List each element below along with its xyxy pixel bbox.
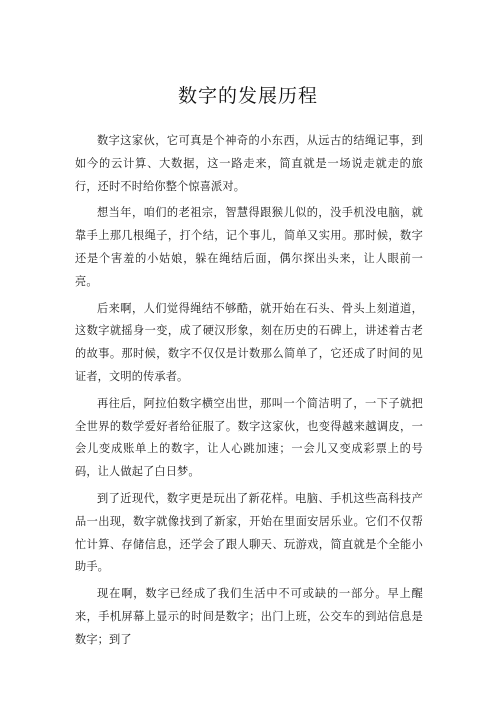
document-body — [75, 130, 423, 652]
paragraph-2: 想当年，咱们的老祖宗，智慧得跟猴儿似的，没手机没电脑，就靠手上那几根绳子，打个结，记个事儿，简单又实用。那时候，数字还是个害羞的小姑娘，躲在绳结后面，偶尔探出头来，让人眼前一亮。 — [75, 206, 423, 288]
paragraph-3: 后来啊，人们觉得绳结不够酷，就开始在石头、骨头上刻道道，这数字就摇身一变，成了硬汉形象，刻在历史的石碑上，讲述着古老的故事。那时候，数字不仅仅是计数那么简单了，它还成了时间的见证者，文明的传承者。 — [75, 301, 423, 383]
paragraph-5: 到了近现代，数字更是玩出了新花样。电脑、手机这些高科技产品一出现，数字就像找到了新家，开始在里面安居乐业。它们不仅帮忙计算、存储信息，还学会了跟人聊天、玩游戏，简直就是个全能小助手。 — [75, 491, 423, 574]
paragraph-4: 再往后，阿拉伯数字横空出世，那叫一个简洁明了，一下子就把全世界的数学爱好者给征服了。数字这家伙，也变得越来越调皮，一会儿变成账单上的数字，让人心跳加速；一会儿又变成彩票上的号码，让人做起了白日梦。 — [75, 396, 423, 479]
paragraph-6: 现在啊，数字已经成了我们生活中不可或缺的一部分。早上醒来，手机屏幕上显示的时间是数字；出门上班，公交车的到站信息是数字；到了 — [75, 587, 423, 646]
document-title: 数字的发展历程 — [177, 85, 318, 107]
paragraph-1: 数字这家伙，它可真是个神奇的小东西，从远古的结绳记事，到如今的云计算、大数据，这一路走来，简直就是一场说走就走的旅行，还时不时给你整个惊喜派对。 — [75, 134, 423, 193]
